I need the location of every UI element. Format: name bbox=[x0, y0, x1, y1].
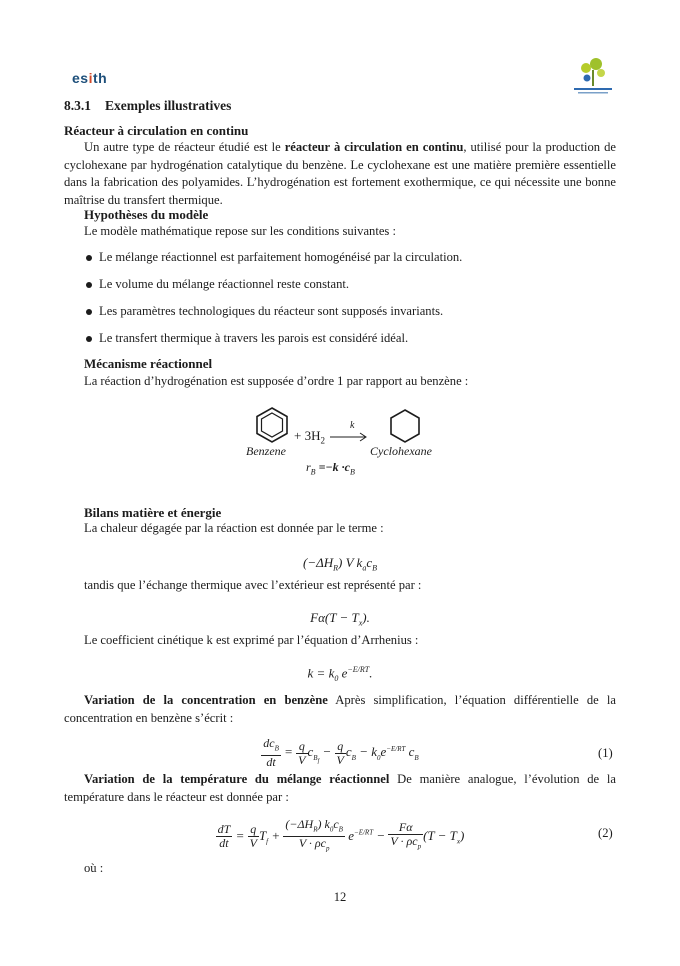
temperature-equation: $\frac{dT}{dt}$ = $\frac{q}{V}$ $T_f$ + $\frac{(-\Delta H_R) k_0c_B}{V \cdot \rho c_p}$ $e^{-E/RT}$ − $\frac{F\alpha}{V \cdot \rho c_p}$ $(T - T_x)$ bbox=[217, 817, 465, 853]
institution-logo bbox=[566, 56, 620, 96]
cyclohexane-label: Cyclohexane bbox=[370, 444, 432, 458]
benzene-icon bbox=[254, 406, 290, 444]
page-number: 12 bbox=[333, 890, 347, 904]
benzene-label: Benzene bbox=[246, 444, 286, 458]
equation-number-1: (1) bbox=[598, 746, 613, 760]
list-item: Le volume du mélange réactionnel reste constant. bbox=[84, 276, 616, 303]
list-item: Le transfert thermique à travers les parois est considéré idéal. bbox=[84, 330, 616, 357]
mechanism-intro: La réaction d’hydrogénation est supposée d’ordre 1 par rapport au benzène : bbox=[84, 374, 469, 388]
esith-logo: esith bbox=[72, 70, 108, 86]
hypotheses-heading: Hypothèses du modèle bbox=[84, 207, 209, 222]
concentration-equation: $\frac{dc_B}{dt}$ = $\frac{q}{V}$ $c_{B_f}$ − $\frac{q}{V}$ $c_B - k_0e^{-E/RT}$ $c_B$ bbox=[263, 736, 419, 770]
reaction-arrow-icon bbox=[330, 432, 368, 442]
reactor-heading: Réacteur à circulation en continu bbox=[64, 123, 249, 138]
equation-number-2: (2) bbox=[598, 826, 613, 840]
list-item: Les paramètres technologiques du réacteur sont supposés invariants. bbox=[84, 303, 616, 330]
arrow-label: k bbox=[350, 420, 355, 431]
rate-equation: $r_B =-k \cdot c_B$ bbox=[306, 460, 355, 477]
cyclohexane-icon bbox=[388, 408, 422, 444]
ou-text: où : bbox=[84, 861, 104, 875]
section-heading: 8.3.1 Exemples illustratives bbox=[64, 98, 232, 113]
reagent-subscript: 2 bbox=[320, 435, 325, 446]
mechanism-heading: Mécanisme réactionnel bbox=[84, 356, 213, 371]
heat-term-equation: $(-\Delta H_R)$ V $k_ac_B$ bbox=[303, 555, 377, 573]
balances-text-3: Le coefficient cinétique k est exprimé par l’équation d’Arrhenius : bbox=[84, 633, 419, 647]
balances-heading: Bilans matière et énergie bbox=[84, 505, 222, 520]
balances-text-1: La chaleur dégagée par la réaction est donnée par le terme : bbox=[84, 521, 384, 535]
list-item: Le mélange réactionnel est parfaitement homogénéisé par la circulation. bbox=[84, 249, 616, 276]
hypotheses-intro: Le modèle mathématique repose sur les conditions suivantes : bbox=[84, 224, 396, 238]
hypotheses-list bbox=[84, 249, 616, 357]
balances-text-2: tandis que l’échange thermique avec l’extérieur est représenté par : bbox=[84, 578, 422, 592]
reactor-paragraph: Un autre type de réacteur étudié est le réacteur à circulation en continu, utilisé pour la production de cyclohexane par hydrogénation catalytique du benzène. Le cyclohexane est une matière première essentielle dans la fabrication des polyamides. L’hydrogénation est fortement exothermique, ce qui nécessite une bonne maîtrise du transfert thermique. bbox=[64, 140, 616, 207]
arrhenius-equation: $k = k_0$ $e^{-E/RT}$. bbox=[307, 665, 373, 683]
reaction-scheme bbox=[240, 406, 460, 478]
concentration-paragraph: Variation de la concentration en benzène Après simplification, l’équation différentielle de la concentration en benzène s’écrit : bbox=[64, 693, 616, 725]
temperature-paragraph: Variation de la température du mélange réactionnel De manière analogue, l’évolution de la température dans le réacteur est donnée par : bbox=[64, 772, 616, 804]
reagent-text: + 3H bbox=[294, 428, 321, 443]
exchange-equation: $F\alpha(T - T_x)$. bbox=[310, 610, 370, 628]
